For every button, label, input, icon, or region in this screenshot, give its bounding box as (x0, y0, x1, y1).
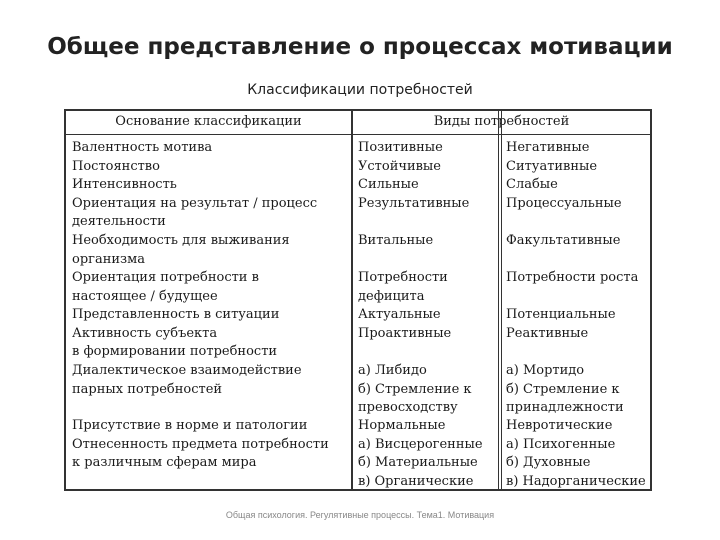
header-types: Виды потребностей (433, 114, 570, 129)
basis-cell: Присутствие в норме и патологии Отнесенность предмета потребности к различным сферам мира (72, 418, 329, 470)
slide-subtitle: Классификации потребностей (247, 82, 473, 98)
type-a-cell: Нормальные а) Висцерогенные б) Материальные в) Органические (358, 418, 483, 489)
basis-cell: Диалектическое взаимодействие парных потребностей (72, 363, 302, 397)
column-divider-2 (498, 111, 502, 489)
type-a-cell: Потребности дефицита Актуальные Проактивные (358, 270, 452, 341)
type-a-cell: а) Либидо б) Стремление к превосходству (358, 363, 472, 415)
slide-title: Общее представление о процессах мотивации (47, 34, 673, 60)
header-basis: Основание классификации (115, 114, 302, 129)
column-divider-1 (351, 111, 353, 489)
basis-cell: Необходимость для выживания организма (72, 233, 290, 267)
type-b-cell: а) Мортидо б) Стремление к принадлежности (506, 363, 624, 415)
header-divider (66, 134, 650, 135)
type-a-cell: Витальные (358, 233, 434, 248)
type-b-cell: Факультативные (506, 233, 621, 248)
basis-cell: Валентность мотива Постоянство Интенсивность Ориентация на результат / процесс деятельности (72, 140, 318, 229)
basis-cell: Ориентация потребности в настоящее / будущее Представленность в ситуации Активность субъекта в формировании потребности (72, 270, 280, 359)
type-b-cell: Невротические а) Психогенные б) Духовные в) Надорганические (506, 418, 646, 489)
type-b-cell: Потребности роста Потенциальные Реактивные (506, 270, 639, 341)
type-a-cell: Позитивные Устойчивые Сильные Результативные (358, 140, 470, 211)
classification-table (64, 109, 652, 491)
slide-footer: Общая психология. Регулятивные процессы. Тема1. Мотивация (225, 510, 495, 520)
type-b-cell: Негативные Ситуативные Слабые Процессуальные (506, 140, 622, 211)
